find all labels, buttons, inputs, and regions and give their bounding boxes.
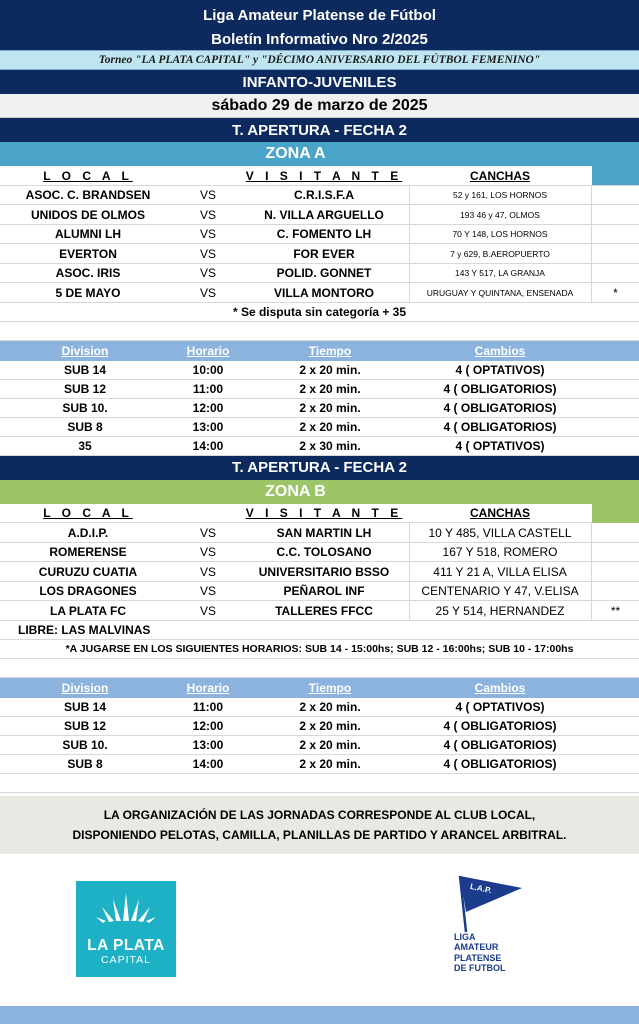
bulletin-title: Liga Amateur Platense de Fútbol (0, 0, 639, 28)
venue: 411 Y 21 A, VILLA ELISA (433, 564, 567, 579)
horario-header: Horario (186, 343, 230, 358)
match-row (0, 283, 639, 303)
organization-note-line1: LA ORGANIZACIÓN DE LAS JORNADAS CORRESPONDE AL CLUB LOCAL, (103, 807, 536, 822)
tiempo-cell: 2 x 20 min. (299, 401, 361, 415)
vs-label: VS (199, 564, 216, 579)
schedule-row (0, 437, 639, 456)
division-cell: SUB 8 (67, 420, 103, 434)
horario-cell: 12:00 (192, 719, 224, 733)
visitante-team: UNIVERSITARIO BSSO (258, 564, 390, 579)
vs-label: VS (199, 246, 216, 261)
cambios-cell: 4 ( OBLIGATORIOS) (443, 401, 557, 415)
local-team: CURUZU CUATIA (38, 564, 138, 579)
visitante-team: N. VILLA ARGUELLO (264, 207, 384, 222)
local-team: A.D.I.P. (67, 525, 109, 540)
zona-a-note: * Se disputa sin categoría + 35 (0, 303, 639, 322)
match-mark: * (613, 285, 618, 300)
venue: 25 Y 514, HERNANDEZ (435, 603, 565, 618)
match-mark (592, 225, 639, 244)
lap-name (454, 932, 506, 974)
cambios-cell: 4 ( OPTATIVOS) (455, 700, 545, 714)
match-mark (592, 244, 639, 263)
tiempo-cell: 2 x 20 min. (299, 363, 361, 377)
vs-label: VS (199, 285, 216, 300)
tiempo-header: Tiempo (308, 343, 352, 358)
lap-line2: AMATEUR (454, 942, 499, 952)
division-cell: SUB 10. (62, 401, 108, 415)
lap-flag-text: L.A.P. (469, 881, 493, 895)
schedule-row (0, 755, 639, 774)
match-row (0, 601, 639, 621)
match-row (0, 186, 639, 206)
tiempo-cell: 2 x 20 min. (299, 738, 361, 752)
bulletin-subtitle: Boletín Informativo Nro 2/2025 (0, 28, 639, 50)
cambios-cell: 4 ( OBLIGATORIOS) (443, 382, 557, 396)
local-team: ROMERENSE (49, 545, 127, 559)
visitante-header: V I S I T A N T E (245, 506, 403, 520)
vs-label: VS (199, 227, 216, 241)
division-cell: 35 (78, 439, 92, 453)
cambios-cell: 4 ( OPTATIVOS) (455, 363, 545, 377)
local-team: LA PLATA FC (50, 603, 126, 618)
torneo-banner: Torneo "LA PLATA CAPITAL" y "DÉCIMO ANIVERSARIO DEL FÚTBOL FEMENINO" (0, 50, 639, 70)
la-plata-logo-line2: CAPITAL (101, 953, 151, 966)
zona-a-title: ZONA A (0, 142, 639, 166)
sun-rays-icon (95, 891, 157, 925)
venue: 193 46 y 47, OLMOS (460, 209, 540, 220)
visitante-header: V I S I T A N T E (245, 168, 403, 183)
zona-b-tournament: T. APERTURA - FECHA 2 (0, 456, 639, 480)
horario-cell: 14:00 (192, 439, 224, 453)
vs-label: VS (199, 188, 216, 202)
zona-b-title: ZONA B (0, 480, 639, 504)
zona-b-note: *A JUGARSE EN LOS SIGUIENTES HORARIOS: SUB 14 - 15:00hs; SUB 12 - 16:00hs; SUB 10 - 17:00hs (0, 640, 639, 659)
lap-league-logo (448, 874, 538, 986)
match-row (0, 205, 639, 225)
visitante-team: TALLERES FFCC (275, 603, 373, 618)
lap-line4: DE FUTBOL (454, 963, 506, 973)
division-cell: SUB 12 (63, 382, 107, 396)
cambios-cell: 4 ( OBLIGATORIOS) (443, 719, 557, 733)
tiempo-cell: 2 x 20 min. (299, 420, 361, 434)
cambios-header: Cambios (474, 343, 526, 358)
zona-b-schedule-header (0, 678, 639, 698)
cambios-cell: 4 ( OBLIGATORIOS) (443, 420, 557, 434)
horario-cell: 13:00 (192, 738, 224, 752)
local-team: ASOC. IRIS (55, 266, 121, 280)
schedule-row (0, 399, 639, 418)
division-cell: SUB 14 (63, 700, 107, 714)
zona-a-matches (0, 186, 639, 303)
venue: 10 Y 485, VILLA CASTELL (428, 525, 572, 540)
match-row (0, 225, 639, 245)
match-mark (592, 523, 639, 542)
venue: 52 y 161, LOS HORNOS (452, 190, 547, 200)
match-row (0, 264, 639, 284)
spacer-row (0, 774, 639, 793)
division-header: Division (61, 343, 109, 358)
tiempo-cell: 2 x 20 min. (299, 382, 361, 396)
tiempo-cell: 2 x 30 min. (299, 439, 361, 453)
schedule-row (0, 418, 639, 437)
visitante-team: SAN MARTIN LH (276, 525, 372, 540)
cambios-header: Cambios (474, 680, 526, 695)
zona-b-match-header (0, 504, 639, 524)
venue: 70 Y 148, LOS HORNOS (452, 229, 548, 239)
vs-label: VS (199, 525, 216, 540)
la-plata-logo-line1: LA PLATA (87, 936, 165, 954)
horario-header: Horario (186, 680, 230, 695)
match-date: sábado 29 de marzo de 2025 (0, 94, 639, 118)
venue: 167 Y 518, ROMERO (442, 545, 558, 559)
local-team: UNIDOS DE OLMOS (30, 207, 145, 222)
tiempo-cell: 2 x 20 min. (299, 719, 361, 733)
cambios-cell: 4 ( OBLIGATORIOS) (443, 757, 557, 771)
match-row (0, 523, 639, 543)
local-team: ASOC. C. BRANDSEN (25, 188, 151, 202)
division-cell: SUB 8 (67, 757, 103, 771)
venue: URUGUAY Y QUINTANA, ENSENADA (426, 287, 574, 298)
local-team: EVERTON (59, 246, 117, 261)
local-header: L O C A L (43, 506, 133, 520)
zona-b-matches (0, 523, 639, 621)
schedule-row (0, 736, 639, 755)
horario-cell: 13:00 (192, 420, 224, 434)
libre-team: LIBRE: LAS MALVINAS (0, 621, 639, 640)
match-mark (592, 562, 639, 581)
organization-note (0, 796, 639, 854)
match-mark (592, 264, 639, 283)
tiempo-cell: 2 x 20 min. (299, 757, 361, 771)
schedule-row (0, 361, 639, 380)
zona-a-tournament: T. APERTURA - FECHA 2 (0, 118, 639, 142)
venue: 7 y 629, B.AEROPUERTO (450, 248, 550, 259)
horario-cell: 12:00 (192, 401, 224, 415)
canchas-header: CANCHAS (470, 168, 530, 183)
division-cell: SUB 14 (63, 363, 107, 377)
visitante-team: C. FOMENTO LH (276, 227, 372, 241)
visitante-team: FOR EVER (293, 246, 355, 261)
zona-a-schedule-header (0, 341, 639, 361)
spacer-row (0, 659, 639, 678)
local-team: ALUMNI LH (55, 227, 121, 241)
match-row (0, 562, 639, 582)
visitante-team: C.C. TOLOSANO (276, 545, 372, 559)
category-title: INFANTO-JUVENILES (0, 70, 639, 94)
visitante-team: PEÑAROL INF (283, 584, 365, 598)
visitante-team: C.R.I.S.F.A (293, 188, 354, 202)
match-row (0, 582, 639, 602)
vs-label: VS (199, 266, 216, 280)
horario-cell: 11:00 (192, 382, 224, 396)
vs-label: VS (199, 584, 216, 598)
vs-label: VS (199, 207, 216, 222)
organization-note-line2: DISPONIENDO PELOTAS, CAMILLA, PLANILLAS DE PARTIDO Y ARANCEL ARBITRAL. (72, 827, 567, 842)
match-mark (592, 205, 639, 224)
lap-line3: PLATENSE (454, 952, 502, 963)
visitante-team: VILLA MONTORO (274, 285, 374, 300)
venue: 143 Y 517, LA GRANJA (455, 268, 545, 278)
match-mark (592, 543, 639, 562)
visitante-team: POLID. GONNET (276, 266, 372, 280)
vs-label: VS (199, 545, 216, 559)
cambios-cell: 4 ( OBLIGATORIOS) (443, 738, 557, 752)
schedule-row (0, 698, 639, 717)
cambios-cell: 4 ( OPTATIVOS) (455, 439, 545, 453)
schedule-row (0, 380, 639, 399)
local-team: 5 DE MAYO (55, 285, 121, 300)
venue: CENTENARIO Y 47, V.ELISA (421, 584, 579, 598)
match-mark (592, 186, 639, 205)
match-row (0, 244, 639, 264)
logos-area (0, 854, 639, 992)
canchas-header: CANCHAS (470, 506, 530, 520)
match-row (0, 543, 639, 563)
division-cell: SUB 12 (63, 719, 107, 733)
tiempo-cell: 2 x 20 min. (299, 700, 361, 714)
zona-b-schedule (0, 698, 639, 774)
la-plata-capital-logo (76, 881, 176, 977)
zona-a-schedule (0, 361, 639, 456)
match-mark: ** (610, 603, 621, 618)
horario-cell: 10:00 (192, 363, 224, 377)
local-header: L O C A L (43, 168, 133, 183)
horario-cell: 11:00 (192, 700, 224, 714)
match-mark (592, 582, 639, 601)
local-team: LOS DRAGONES (39, 584, 137, 598)
spacer-row (0, 322, 639, 341)
bottom-bar (0, 1006, 639, 1024)
division-cell: SUB 10. (62, 738, 108, 752)
lap-line1: LIGA (454, 931, 476, 942)
division-header: Division (61, 680, 109, 695)
pennant-flag-icon (456, 874, 526, 934)
horario-cell: 14:00 (192, 757, 224, 771)
tiempo-header: Tiempo (308, 680, 352, 695)
zona-a-match-header (0, 166, 639, 186)
vs-label: VS (199, 603, 216, 618)
schedule-row (0, 717, 639, 736)
